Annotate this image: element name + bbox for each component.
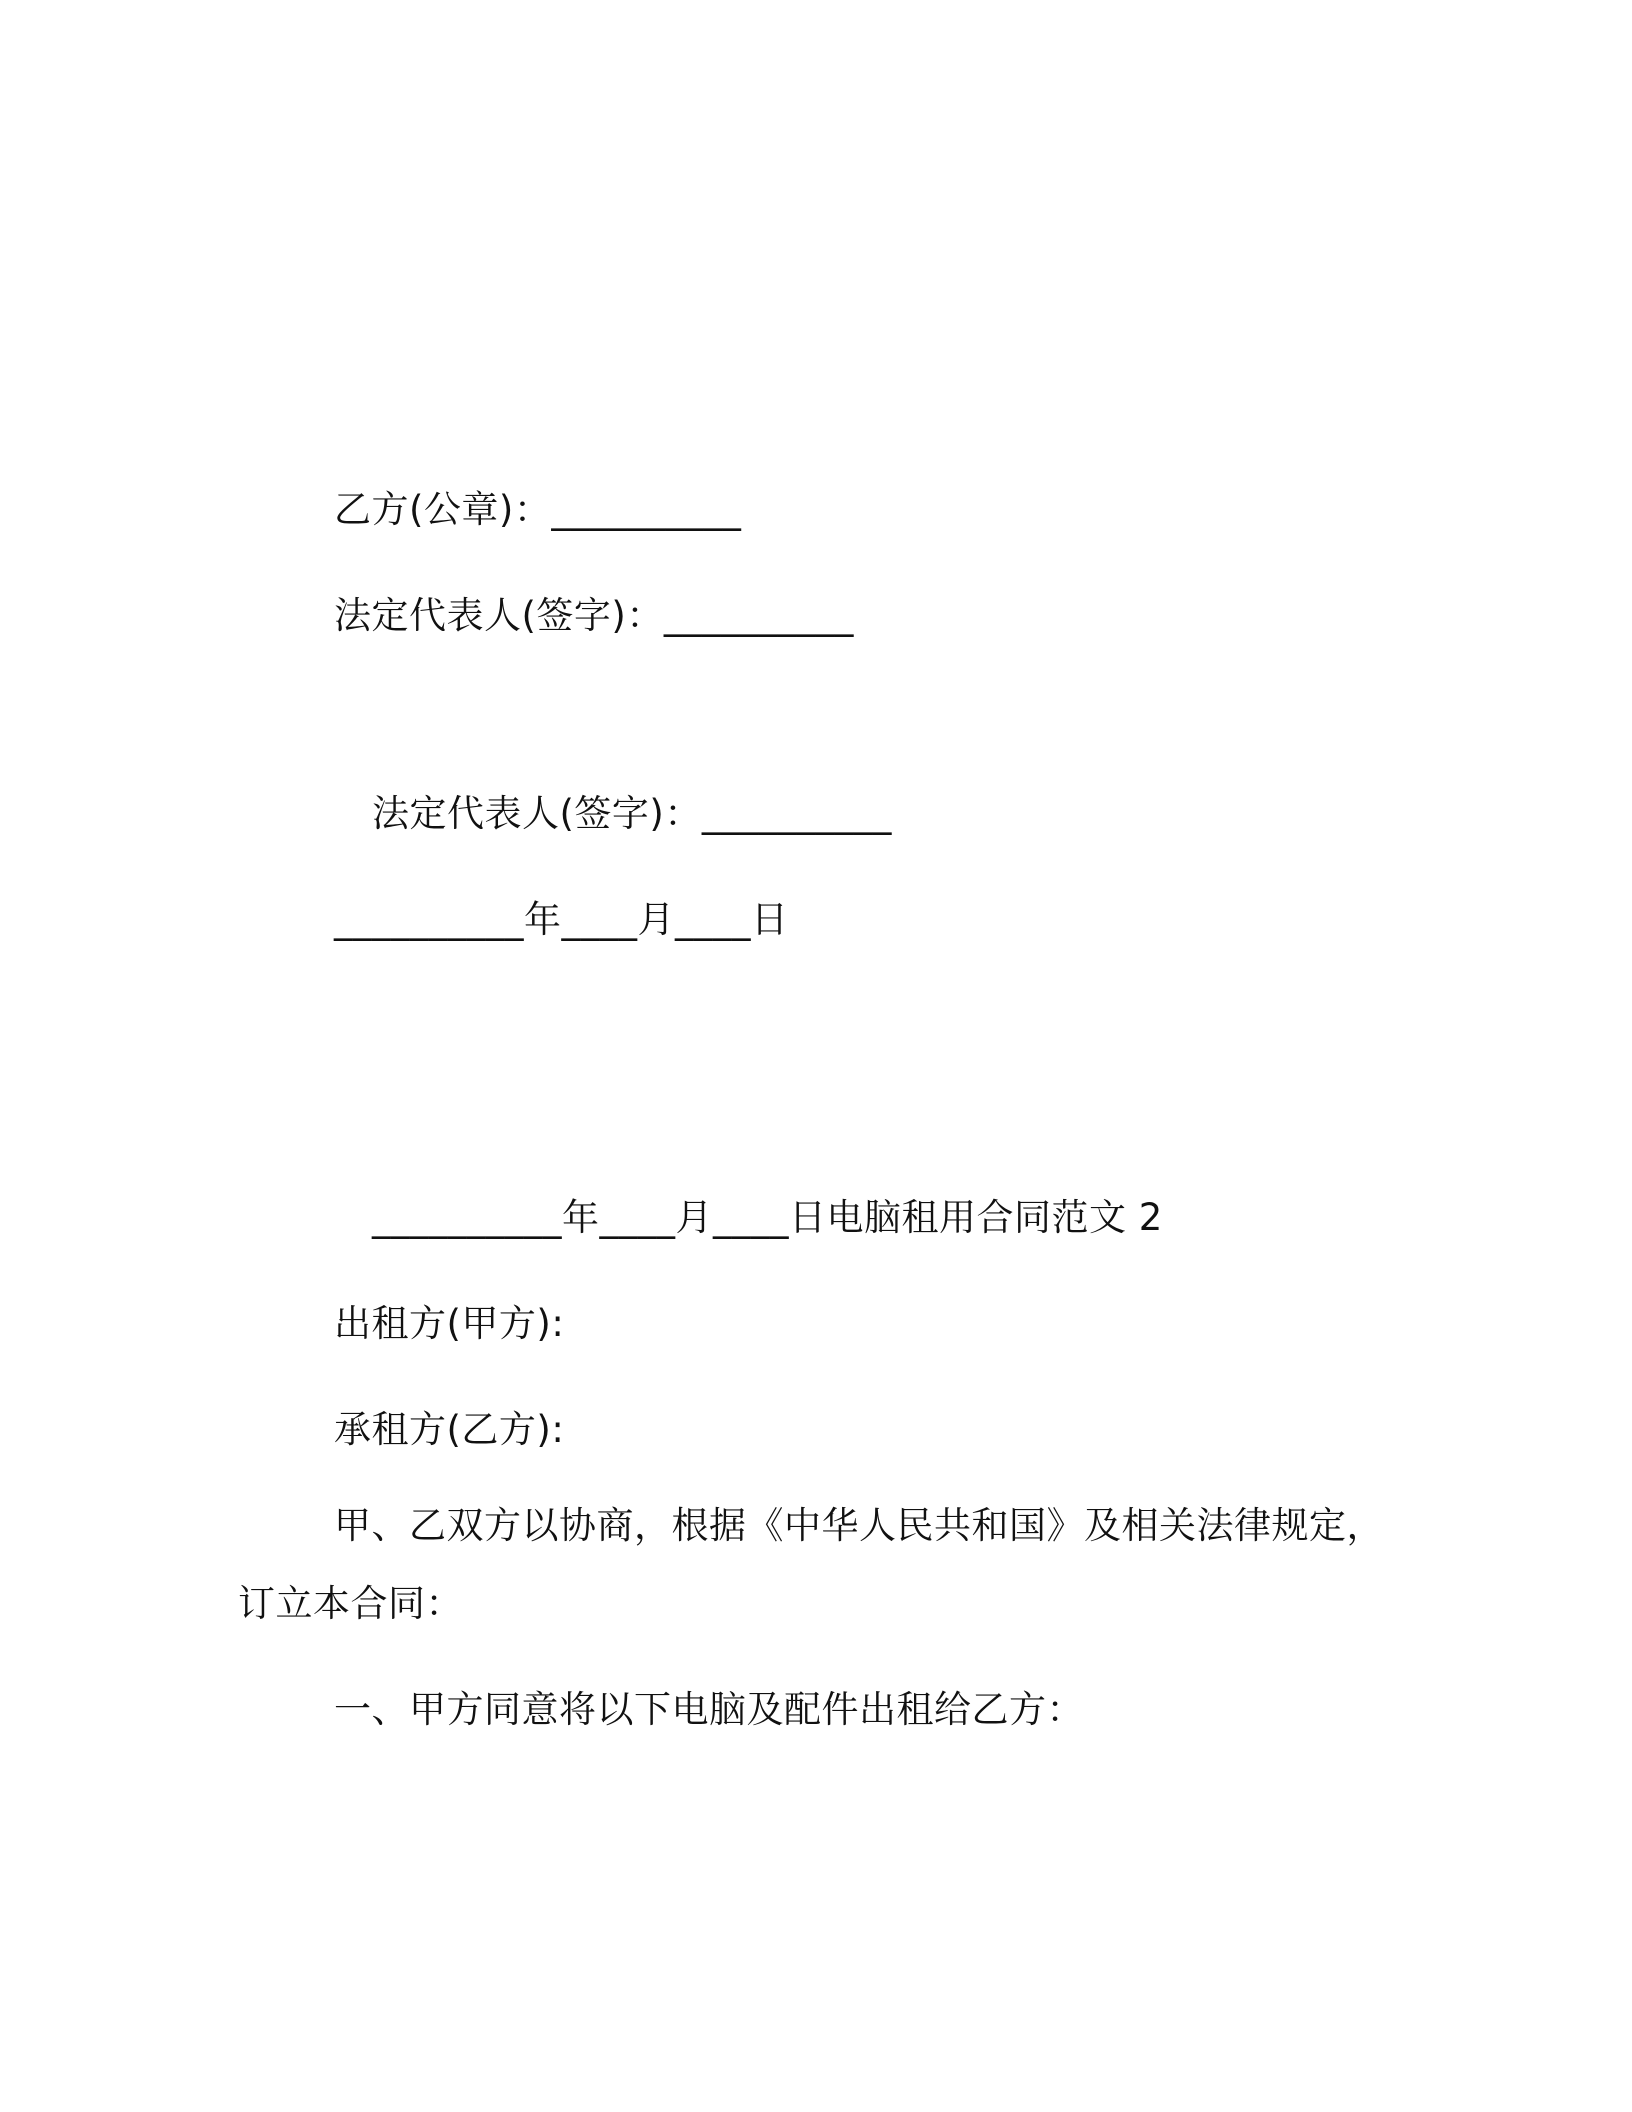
agreement-paragraph-line-1: 甲、乙双方以协商，根据《中华人民共和国》及相关法律规定， bbox=[334, 1504, 1384, 1547]
lessee-line: 承租方(乙方): bbox=[334, 1408, 565, 1451]
contract-heading: __________年____月____日电脑租用合同范文 2 bbox=[372, 1196, 1163, 1239]
legal-representative-signature-line-2: 法定代表人(签字)：__________ bbox=[372, 792, 892, 835]
legal-representative-signature-line: 法定代表人(签字)：__________ bbox=[334, 594, 854, 637]
agreement-paragraph-line-2: 订立本合同： bbox=[238, 1582, 463, 1625]
lessor-line: 出租方(甲方): bbox=[334, 1302, 565, 1345]
date-line: __________年____月____日 bbox=[334, 898, 789, 941]
party-b-seal-line: 乙方(公章)：__________ bbox=[334, 488, 742, 531]
clause-1-line: 一、甲方同意将以下电脑及配件出租给乙方： bbox=[334, 1688, 1084, 1731]
